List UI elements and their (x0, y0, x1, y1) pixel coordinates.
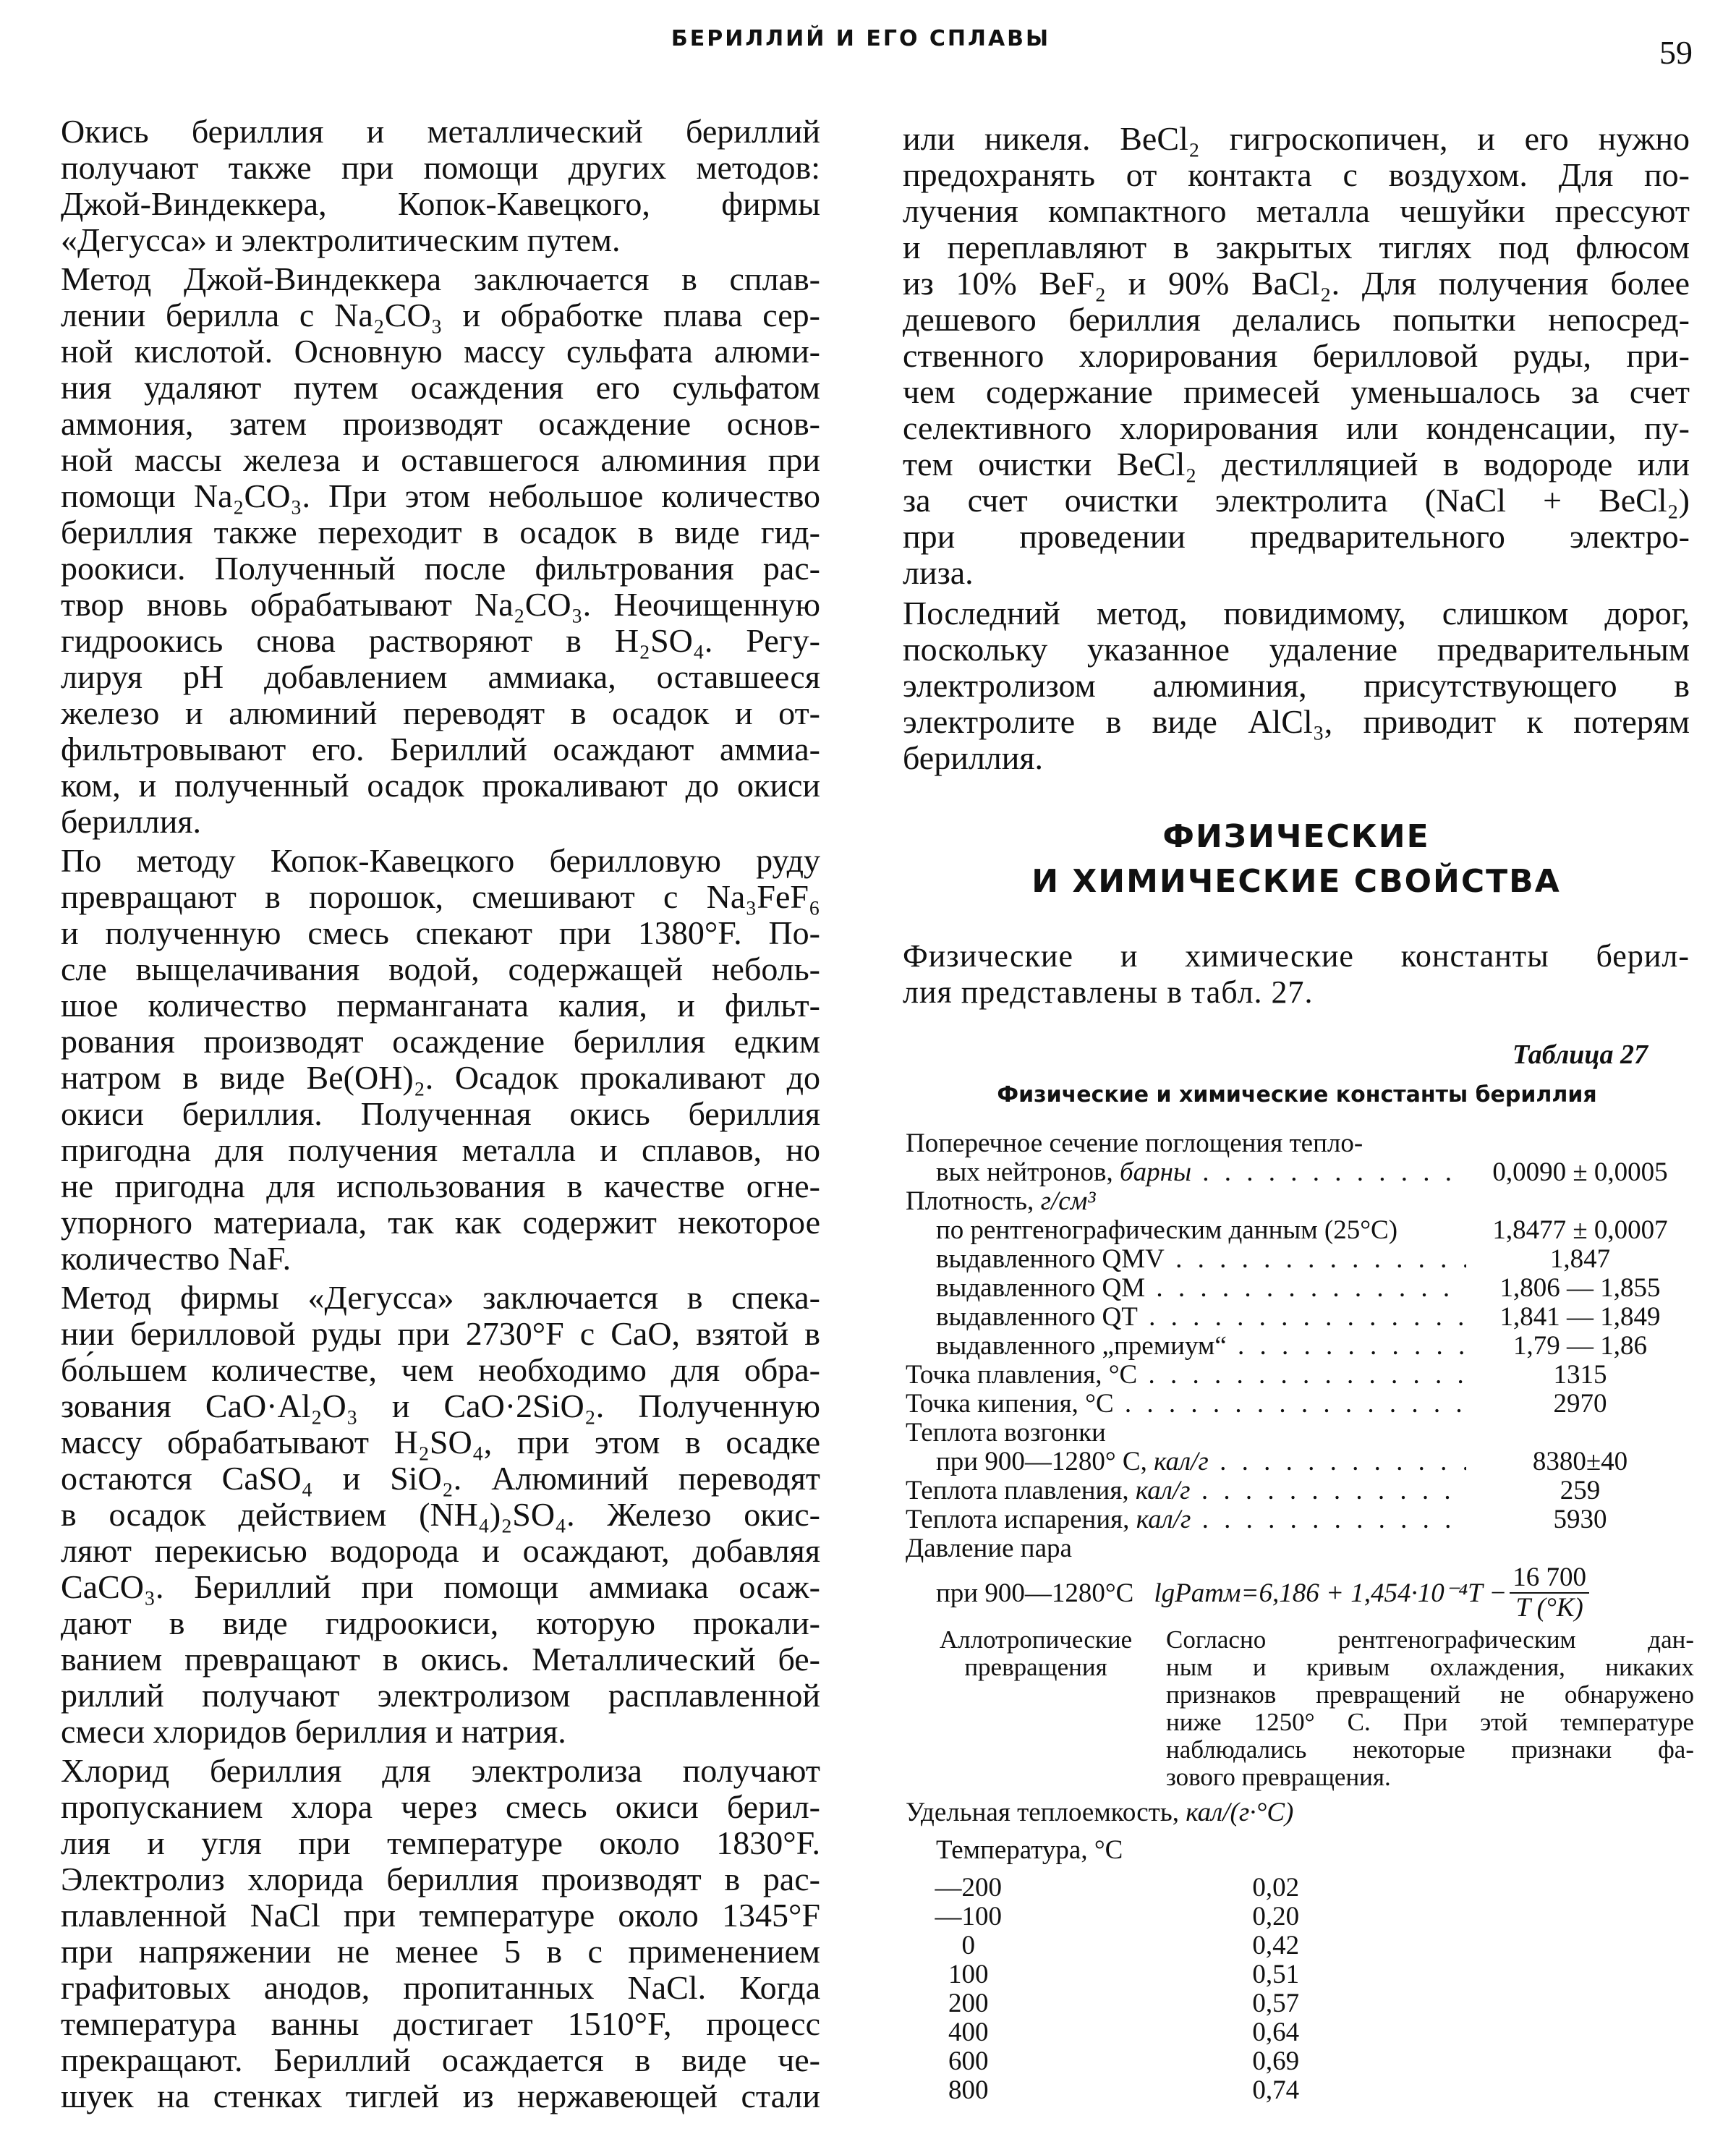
row-label: Точка кипения, °C . . . (906, 1390, 1466, 1419)
page-number: 59 (1659, 34, 1693, 71)
temperature-cell: 0 (961, 1931, 975, 1960)
table-row (906, 1187, 1694, 1216)
table-row (906, 2018, 1694, 2047)
formula-expression: lgPатм=6,186 + 1,454·10⁻⁴T − (1154, 1578, 1507, 1608)
text-line: в осадок действием (NH₄)₂SO₄. Железо окис- (61, 1496, 820, 1533)
fraction-numerator: 16 700 (1510, 1563, 1589, 1594)
text-line: не пригодна для использования в качестве огне- (61, 1168, 820, 1204)
paragraph (61, 114, 820, 258)
table-row (906, 1476, 1694, 1505)
text-line: получают также при помощи других методов: (61, 149, 820, 186)
temperature-cell: 800 (948, 2075, 989, 2105)
row-label: выдавленного „премиум“ . . . (906, 1332, 1466, 1361)
text-line: роокиси. Полученный после фильтрования рас- (61, 550, 820, 587)
row-label: Плотность, г/см³ (906, 1187, 1096, 1216)
heat-capacity-cell: 0,42 (1252, 1931, 1300, 1960)
paragraph (61, 1280, 820, 1750)
text-line: ным и кривым охлаждения, никаких (1166, 1653, 1694, 1681)
text-line: зования CaO·Al₂O₃ и CaO·2SiO₂. Полученную (61, 1387, 820, 1424)
text-line: графитовых анодов, пропитанных NaCl. Когда (61, 1969, 820, 2006)
text-line: поскольку указанное удаление предварительным (903, 631, 1690, 668)
text-line: лия представлены в табл. 27. (903, 974, 1314, 1010)
text-line: нии берилловой руды при 2730°F с CaO, взятой в (61, 1315, 820, 1352)
row-label: выдавленного QM . . . (906, 1274, 1466, 1303)
table-row (906, 2047, 1694, 2076)
right-column (903, 118, 1690, 776)
text-line: электролите в виде AlCl₃, приводит к потерям (903, 703, 1690, 740)
heat-capacity-cell: 0,64 (1252, 2018, 1300, 2047)
temperature-cell: —100 (935, 1902, 1002, 1931)
table-row (906, 1989, 1694, 2018)
table-row (906, 1129, 1694, 1158)
text-line: из 10% BeF₂ и 90% BaCl₂. Для получения более (903, 265, 1690, 302)
table-row (906, 1874, 1694, 1903)
text-line: при проведении предварительного электро- (903, 518, 1690, 555)
row-label: по рентгенографическим данным (25°C) (936, 1216, 1398, 1245)
text-line: массу обрабатывают H₂SO₄, при этом в осадке (61, 1424, 820, 1461)
text-line: твор вновь обрабатывают Na₂CO₃. Неочищенную (61, 586, 820, 623)
running-head: БЕРИЛЛИЙ И ЕГО СПЛАВЫ (671, 26, 1051, 51)
table-row (906, 1419, 1694, 1448)
text-line: ком, и полученный осадок прокаливают до окиси (61, 767, 820, 804)
row-value: 8380±40 (1532, 1447, 1628, 1476)
text-line: за счет очистки электролита (NaCl + BeCl₂) (903, 482, 1690, 519)
table-row (906, 1448, 1694, 1476)
text-line: и полученную смесь спекают при 1380°F. По- (61, 914, 820, 951)
text-line: прекращают. Бериллий осаждается в виде че- (61, 2041, 820, 2078)
table-row (906, 2076, 1694, 2105)
text-line: превращают в порошок, смешивают с Na₃FeF₆ (61, 878, 820, 915)
text-line: Метод Джой-Виндеккера заключается в сплав- (61, 260, 820, 297)
vapor-pressure-formula (906, 1563, 1694, 1623)
table-label: Таблица 27 (1512, 1040, 1648, 1070)
text-line: По методу Копок-Кавецкого берилловую руду (61, 842, 820, 879)
row-value: 1,8477 ± 0,0007 (1492, 1215, 1668, 1245)
constants-table (906, 1129, 1694, 1563)
table-row (906, 1960, 1694, 1989)
text-line: окиси бериллия. Полученная окись бериллия (61, 1095, 820, 1132)
table-row (906, 1274, 1694, 1303)
row-value: 1,847 (1549, 1244, 1611, 1274)
row-value: 259 (1560, 1476, 1601, 1505)
section-heading (903, 815, 1690, 904)
table-row (906, 1931, 1694, 1960)
text-line: ниже 1250° C. При этой температуре (1166, 1708, 1694, 1736)
row-label: Теплота возгонки (906, 1419, 1106, 1448)
row-label: выдавленного QT . . . (906, 1303, 1466, 1332)
allotropic-description (1166, 1626, 1694, 1791)
text-line: бериллия также переходит в осадок в виде гид- (61, 514, 820, 550)
heat-capacity-rows (906, 1874, 1694, 2105)
text-line: Физические и химические константы берил- (903, 938, 1690, 974)
text-line: аммония, затем производят осаждение основ- (61, 405, 820, 442)
text-line: Хлорид бериллия для электролиза получают (61, 1752, 820, 1789)
text-line: помощи Na₂CO₃. При этом небольшое количество (61, 477, 820, 514)
table-title: Физические и химические константы бериллия (997, 1082, 1597, 1108)
text-line: признаков превращений не обнаружено (1166, 1680, 1694, 1709)
text-line: ния удаляют путем осаждения его сульфатом (61, 369, 820, 406)
heat-capacity-cell: 0,74 (1252, 2075, 1300, 2105)
formula-range: при 900—1280°C (936, 1578, 1134, 1608)
text-line: наблюдались некоторые признаки фа- (1166, 1735, 1694, 1764)
section-heading-line: ФИЗИЧЕСКИЕ (1162, 818, 1430, 855)
row-label: при 900—1280° C, кал/г . . . (906, 1448, 1466, 1476)
left-column (61, 111, 820, 2114)
paragraph (903, 121, 1690, 591)
row-label: Теплота плавления, кал/г . . . (906, 1476, 1466, 1505)
temperature-column-header: Температура, °C (936, 1835, 1123, 1865)
text-line: электролизом алюминия, присутствующего в (903, 667, 1690, 704)
temperature-cell: 400 (948, 2018, 989, 2047)
text-line: остаются CaSO₄ и SiO₂. Алюминий переводят (61, 1460, 820, 1497)
text-line: температура ванны достигает 1510°F, процесс (61, 2005, 820, 2042)
row-value: 1,806 — 1,855 (1499, 1273, 1661, 1303)
row-label: Давление пара (906, 1534, 1072, 1563)
text-line: количество NaF. (61, 1240, 292, 1277)
row-value: 1,79 — 1,86 (1513, 1331, 1647, 1361)
table-row (906, 1903, 1694, 1931)
text-line: ной массы железа и оставшегося алюминия при (61, 441, 820, 478)
text-line: CaCO₃. Бериллий при помощи аммиака осаж- (61, 1568, 820, 1605)
allotropic-label (906, 1626, 1166, 1791)
text-line: бо́льшем количестве, чем необходимо для обра- (61, 1351, 820, 1388)
text-line: Окись бериллия и металлический бериллий (61, 113, 820, 150)
temperature-cell: 600 (948, 2046, 989, 2076)
text-line: лучения компактного металла чешуйки прессуют (903, 192, 1690, 229)
intro-paragraph (903, 938, 1690, 1011)
text-line: селективного хлорирования или конденсации, пу- (903, 409, 1690, 446)
paragraph (61, 843, 820, 1277)
paragraph (61, 261, 820, 840)
text-line: сле выщелачивания водой, содержащей неболь- (61, 951, 820, 987)
table-row (906, 1390, 1694, 1419)
text-line: Метод фирмы «Дегусса» заключается в спека- (61, 1279, 820, 1316)
table-row (906, 1534, 1694, 1563)
table-row (906, 1158, 1694, 1187)
row-value: 1315 (1553, 1360, 1607, 1390)
row-label: Поперечное сечение поглощения тепло- (906, 1129, 1363, 1158)
row-label: выдавленного QMV . . . (906, 1245, 1466, 1274)
fraction-denominator: T (°K) (1515, 1593, 1583, 1623)
text-line: упорного материала, так как содержит некоторое (61, 1204, 820, 1241)
text-line: шое количество перманганата калия, и фильт- (61, 987, 820, 1024)
text-line: фильтровывают его. Бериллий осаждают аммиа- (61, 731, 820, 768)
table-row (906, 1245, 1694, 1274)
text-line: предохранять от контакта с воздухом. Для по- (903, 156, 1690, 193)
text-line: Последний метод, повидимому, слишком дорог, (903, 595, 1690, 632)
table-row (906, 1505, 1694, 1534)
text-line: «Дегусса» и электролитическим путем. (61, 221, 621, 258)
heat-capacity-cell: 0,51 (1252, 1960, 1300, 1989)
text-line: или никеля. BeCl₂ гигроскопичен, и его нужно (903, 120, 1690, 157)
text-line: риллий получают электролизом расплавленной (61, 1677, 820, 1714)
text-line: лия и угля при температуре около 1830°F. (61, 1824, 820, 1861)
row-value: 1,841 — 1,849 (1499, 1302, 1661, 1332)
text-line: зового превращения. (1166, 1763, 1391, 1791)
text-line: при напряжении не менее 5 в с применением (61, 1933, 820, 1970)
text-line: лении берилла с Na₂CO₃ и обработке плава сер- (61, 297, 820, 333)
table-row (906, 1303, 1694, 1332)
text-line: тем очистки BeCl₂ дестилляцией в водороде или (903, 446, 1690, 483)
paragraph (61, 1753, 820, 2114)
row-value: 5930 (1553, 1505, 1607, 1534)
text-line: ляют перекисью водорода и осаждают, добавляя (61, 1532, 820, 1569)
text-line: Электролиз хлорида бериллия производят в рас- (61, 1861, 820, 1897)
text-line: дешевого бериллия делались попытки непосред- (903, 301, 1690, 338)
heat-capacity-cell: 0,57 (1252, 1989, 1300, 2018)
text-line: бериллия. (61, 803, 202, 840)
text-line: рования производят осаждение бериллия едким (61, 1023, 820, 1060)
paragraph (903, 595, 1690, 776)
text-line: железо и алюминий переводят в осадок и от- (61, 694, 820, 731)
text-line: бериллия. (903, 739, 1044, 776)
text-line: гидроокись снова растворяют в H₂SO₄. Регу- (61, 622, 820, 659)
table-row (906, 1361, 1694, 1390)
text-line: Согласно рентгенографическим дан- (1166, 1625, 1694, 1654)
temperature-cell: —200 (935, 1873, 1002, 1903)
temperature-cell: 200 (948, 1989, 989, 2018)
text-line: пропусканием хлора через смесь окиси берил- (61, 1788, 820, 1825)
text-line: лиза. (903, 554, 974, 591)
row-label: Теплота испарения, кал/г . . . (906, 1505, 1466, 1534)
text-line: шуек на стенках тиглей из нержавеющей стали (61, 2078, 820, 2114)
text-line: лируя pH добавлением аммиака, оставшееся (61, 658, 820, 695)
table-row (906, 1216, 1694, 1245)
text-line: плавленной NaCl при температуре около 1345°F (61, 1897, 820, 1934)
label-line: превращения (964, 1653, 1107, 1681)
heat-capacity-cell: 0,69 (1252, 2046, 1300, 2076)
label-line: Аллотропические (939, 1625, 1133, 1654)
text-line: ной кислотой. Основную массу сульфата алюми- (61, 333, 820, 370)
allotropic-row (906, 1626, 1694, 1791)
row-label: Точка плавления, °C . . . (906, 1361, 1466, 1390)
row-label: вых нейтронов, барны . . . (906, 1158, 1466, 1187)
text-line: Джой-Виндеккера, Копок-Кавецкого, фирмы (61, 185, 820, 222)
text-line: пригодна для получения металла и сплавов, но (61, 1131, 820, 1168)
heat-capacity-cell: 0,02 (1252, 1873, 1300, 1903)
heat-capacity-cell: 0,20 (1252, 1902, 1300, 1931)
row-value: 2970 (1553, 1389, 1607, 1419)
table-row (906, 1332, 1694, 1361)
text-line: ственного хлорирования берилловой руды, при- (903, 337, 1690, 374)
row-value: 0,0090 ± 0,0005 (1492, 1157, 1668, 1187)
text-line: чем содержание примесей уменьшалось за счет (903, 373, 1690, 410)
section-heading-line: И ХИМИЧЕСКИЕ СВОЙСТВА (1031, 863, 1561, 900)
text-line: смеси хлоридов бериллия и натрия. (61, 1713, 566, 1750)
text-line: натром в виде Be(OH)₂. Осадок прокаливают до (61, 1059, 820, 1096)
text-line: и переплавляют в закрытых тиглях под флюсом (903, 229, 1690, 265)
text-line: ванием превращают в окись. Металлический бе- (61, 1641, 820, 1678)
heat-capacity-title: Удельная теплоемкость, кал/(г·°C) (906, 1798, 1294, 1827)
temperature-cell: 100 (948, 1960, 989, 1989)
formula-fraction (1510, 1563, 1589, 1623)
text-line: дают в виде гидроокиси, которую прокали- (61, 1604, 820, 1641)
